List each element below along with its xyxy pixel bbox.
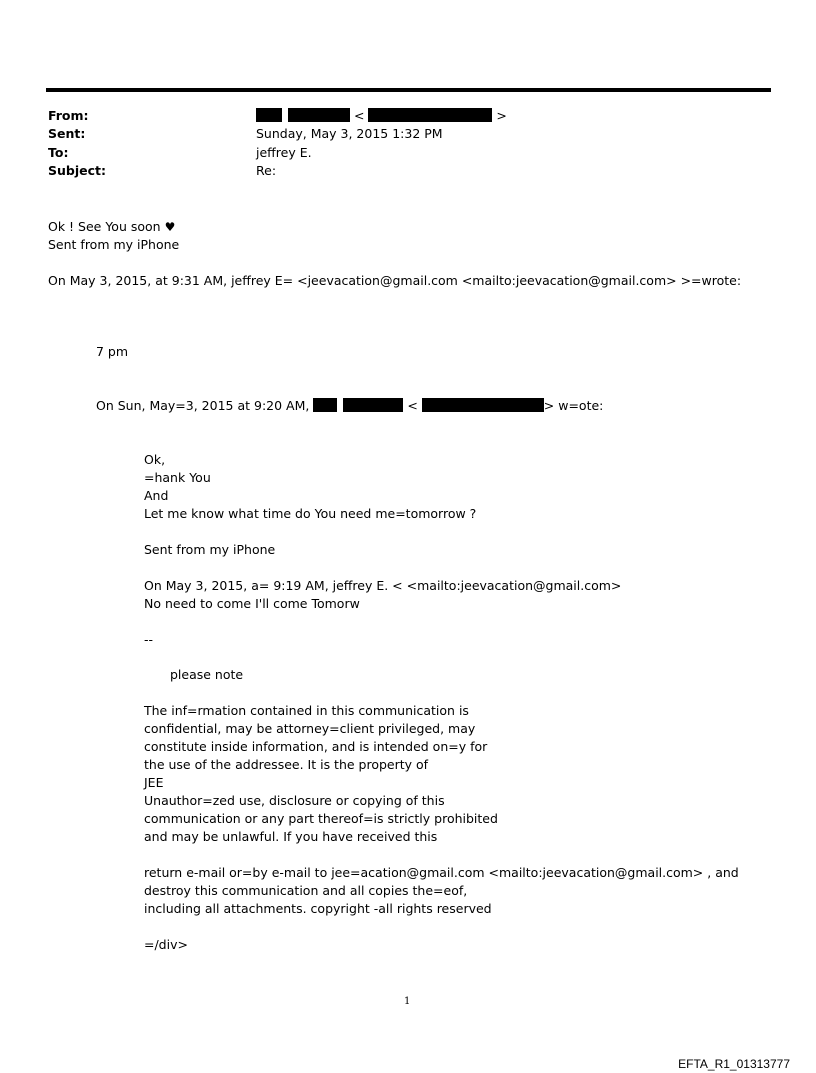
quote-header [96,398,603,414]
body-line: Sent from my iPhone [48,237,180,252]
quote-line: On May 3, 2015, a= 9:19 AM, jeffrey E. < <mailto:jeevacation@gmail.com> [144,578,622,593]
disclaimer-line: destroy this communication and all copies the=eof, [144,883,468,898]
from-value [256,108,507,124]
quote-line: please note [170,667,244,682]
body-line: 7 pm [96,344,129,359]
from-lt: < [353,108,365,123]
redaction-block [288,108,350,122]
heart-icon: ♥ [164,220,176,234]
disclaimer-line: JEE [144,775,164,790]
quote-line: Ok, [144,452,166,467]
redaction-block [343,398,403,412]
document-id: EFTA_R1_01313777 [678,1057,790,1071]
from-gt: > [496,108,507,123]
disclaimer-line: communication or any part thereof=is strictly prohibited [144,811,498,826]
disclaimer-line: confidential, may be attorney=client privileged, may [144,721,476,736]
disclaimer-line: =/div> [144,937,188,952]
to-label: To: [48,145,69,160]
from-label: From: [48,108,89,123]
subject-label: Subject: [48,163,106,178]
subject-value: Re: [256,163,277,178]
disclaimer-line: constitute inside information, and is intended on=y for [144,739,488,754]
redaction-block [422,398,544,412]
quote-line: -- [144,632,154,647]
page-number: 1 [404,996,411,1007]
disclaimer-line: including all attachments. copyright -all rights reserved [144,901,492,916]
quote-line: Let me know what time do You need me=tomorrow ? [144,506,477,521]
disclaimer-line: The inf=rmation contained in this communication is [144,703,469,718]
quote-prefix: On Sun, May=3, 2015 at 9:20 AM, [96,398,310,413]
quote-lt: < [407,398,418,413]
redaction-block [313,398,337,412]
quote-line: =hank You [144,470,211,485]
quote-line: No need to come I'll come Tomorw [144,596,360,611]
sent-label: Sent: [48,126,86,141]
body-line [48,219,175,235]
redaction-block [256,108,282,122]
quote-line: And [144,488,169,503]
quote-line: Sent from my iPhone [144,542,276,557]
disclaimer-line: return e-mail or=by e-mail to jee=acation@gmail.com <mailto:jeevacation@gmail.com> , and [144,865,739,880]
quote-suffix: > w=ote: [543,398,604,413]
header-rule [46,88,771,92]
body-text: Ok ! See You soon [48,219,161,234]
disclaimer-line: and may be unlawful. If you have received this [144,829,438,844]
to-value: jeffrey E. [256,145,312,160]
sent-value: Sunday, May 3, 2015 1:32 PM [256,126,443,141]
redaction-block [368,108,492,122]
disclaimer-line: the use of the addressee. It is the property of [144,757,429,772]
disclaimer-line: Unauthor=zed use, disclosure or copying of this [144,793,445,808]
body-line: On May 3, 2015, at 9:31 AM, jeffrey E= <jeevacation@gmail.com <mailto:jeevacation@gmail.com> >=wrote: [48,273,742,288]
